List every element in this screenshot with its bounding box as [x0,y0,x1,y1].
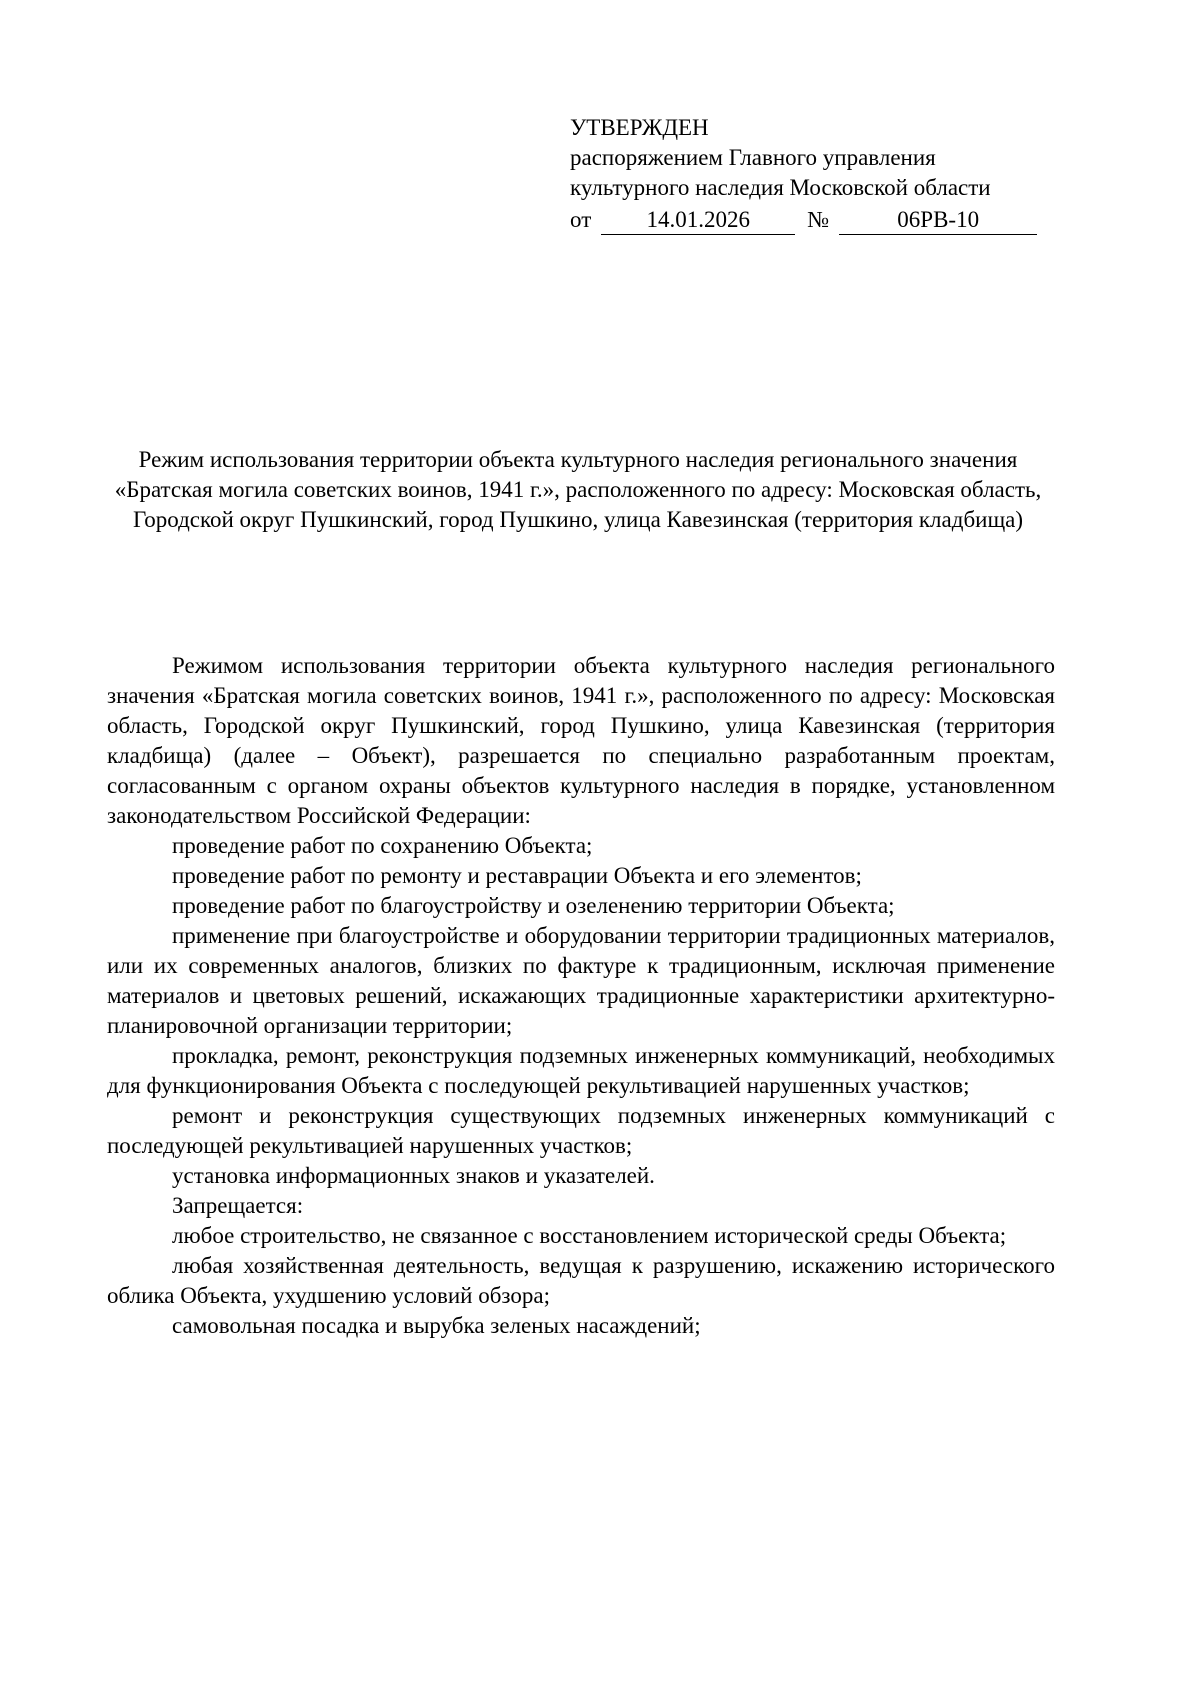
body-paragraph: Запрещается: [172,1193,304,1218]
document-body [107,651,1055,1341]
body-paragraph: любая хозяйственная деятельность, ведущая к разрушению, искажению исторического облика Объекта, ухудшению условий обзора; [107,1253,1055,1308]
body-paragraph: ремонт и реконструкция существующих подземных инженерных коммуникаций с последующей рекультивацией нарушенных участков; [107,1103,1055,1158]
body-paragraph: проведение работ по ремонту и реставрации Объекта и его элементов; [172,863,862,888]
body-paragraph: прокладка, ремонт, реконструкция подземных инженерных коммуникаций, необходимых для функционирования Объекта с последующей рекультивацией нарушенных участков; [107,1043,1055,1098]
body-paragraph: проведение работ по благоустройству и озеленению территории Объекта; [172,893,895,918]
document-title: Режим использования территории объекта культурного наследия регионального значения «Братская могила советских воинов, 1941 г.», расположенного по адресу: Московская область, Городской округ Пушкинский, город Пушкино, улица Кавезинская (территория кладбища) [114,447,1042,532]
approval-from-label: от [570,207,592,232]
approval-line-order: распоряжением Главного управления [570,145,936,170]
body-paragraph: проведение работ по сохранению Объекта; [172,833,593,858]
approval-line-authority: культурного наследия Московской области [570,175,991,200]
approval-date-value: 14.01.2026 [601,206,795,235]
approval-block [570,113,1050,235]
body-paragraph: применение при благоустройстве и оборудовании территории традиционных материалов, или их современных аналогов, близких по фактуре к традиционным, исключая применение материалов и цветовых решений, искажающих традиционные характеристики архитектурно-планировочной организации территории; [107,923,1055,1038]
body-paragraph: самовольная посадка и вырубка зеленых насаждений; [172,1313,701,1338]
approval-number-value: 06РВ-10 [839,206,1037,235]
approval-number-label: № [807,207,830,232]
approval-date-number-row [570,205,1050,235]
body-paragraph: Режимом использования территории объекта культурного наследия регионального значения «Братская могила советских воинов, 1941 г.», расположенного по адресу: Московская область, Городской округ Пушкинский, город Пушкино, улица Кавезинская (территория кладбища) (далее – Объект), разрешается по специально разработанным проектам, согласованным с органом охраны объектов культурного наследия в порядке, установленном законодательством Российской Федерации: [107,653,1055,828]
body-paragraph: установка информационных знаков и указателей. [172,1163,655,1188]
body-paragraph: любое строительство, не связанное с восстановлением исторической среды Объекта; [172,1223,1007,1248]
approval-line-approved: УТВЕРЖДЕН [570,115,709,140]
